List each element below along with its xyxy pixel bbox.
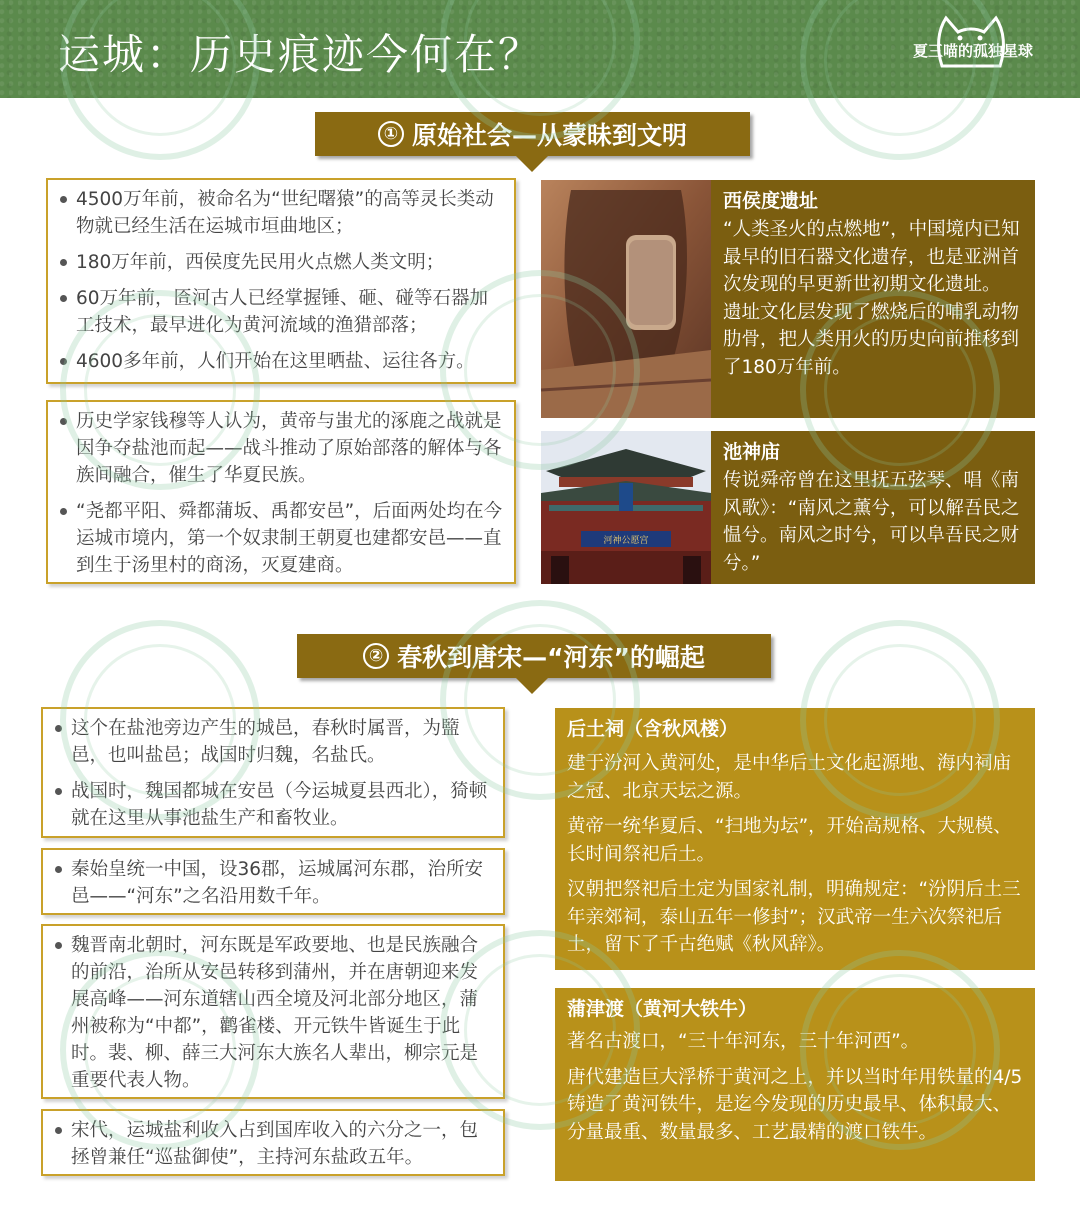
section2-box1: [41, 707, 505, 838]
xihoudu-site-text1: “人类圣火的点燃地”，中国境内已知最早的旧石器文化遗存，也是亚洲首次发现的早更新世初期文化遗址。: [723, 219, 1020, 295]
page-title: 运城：历史痕迹今何在？: [58, 30, 543, 79]
pujin-ferry-text2: 唐代建造巨大浮桥于黄河之上，并以当时年用铁量的4/5铸造了黄河铁牛，是迄今发现的历史最早、体积最大、分量最重、数量最多、工艺最精的渡口铁牛。: [567, 1066, 1023, 1143]
list-item: 魏晋南北朝时，河东既是军政要地、也是民族融合的前沿，治所从安邑转移到蒲州，并在唐朝迎来发展高峰——河东道辖山西全境及河北部分地区，蒲州被称为“中都”，鹳雀楼、开元铁牛皆诞生于此时。裴、柳、薛三大河东大族名人辈出，柳宗元是重要代表人物。: [53, 932, 493, 1094]
section2-banner: [297, 634, 771, 678]
header-bar: [0, 0, 1080, 98]
list-item: 秦始皇统一中国，设36郡，运城属河东郡，治所安邑——“河东”之名沿用数千年。: [53, 856, 493, 910]
houtu-temple-text1: 建于汾河入黄河处，是中华后土文化起源地、海内祠庙之冠、北京天坛之源。: [567, 753, 1012, 802]
list-item: 战国时，魏国都城在安邑（今运城夏县西北），猗顿就在这里从事池盐生产和畜牧业。: [53, 778, 493, 832]
houtu-temple-panel: [555, 708, 1035, 970]
chishen-temple-text: 传说舜帝曾在这里抚五弦琴、唱《南风歌》：“南风之薰兮，可以解吾民之愠兮。南风之时兮，可以阜吾民之财兮。”: [723, 470, 1020, 574]
section2-title: 春秋到唐宋—“河东”的崛起: [397, 643, 705, 672]
list-item: 4500万年前，被命名为“世纪曙猿”的高等灵长类动物就已经生活在运城市垣曲地区；: [58, 186, 504, 240]
temple-sign-text: 河神公愿宫: [603, 536, 649, 546]
list-item: “尧都平阳、舜都蒲坂、禹都安邑”，后面两处均在今运城市境内，第一个奴隶制王朝夏也建都安邑——直到生于汤里村的商汤，灭夏建商。: [58, 498, 504, 579]
pujin-ferry-text1: 著名古渡口，“三十年河东，三十年河西”。: [567, 1031, 920, 1052]
chishen-temple-panel: [711, 431, 1035, 584]
list-item: 180万年前，西侯度先民用火点燃人类文明；: [58, 249, 504, 276]
list-item: 历史学家钱穆等人认为，黄帝与蚩尤的涿鹿之战就是因争夺盐池而起——战斗推动了原始部落的解体与各族间融合，催生了华夏民族。: [58, 408, 504, 489]
section1-number: ①: [378, 121, 404, 147]
section2-box3: [41, 924, 505, 1099]
section1-banner: [315, 112, 750, 156]
houtu-temple-title: 后土祠（含秋风楼）: [567, 718, 739, 740]
section2-box4: [41, 1109, 505, 1176]
section1-box1: [46, 178, 516, 384]
list-item: 60万年前，匼河古人已经掌握锤、砸、碰等石器加工技术，最早进化为黄河流域的渔猎部落；: [58, 285, 504, 339]
chishen-temple-photo: [541, 431, 711, 584]
list-item: 宋代，运城盐利收入占到国库收入的六分之一，包拯曾兼任“巡盐御使”，主持河东盐政五年。: [53, 1117, 493, 1171]
chishen-temple-title: 池神庙: [723, 441, 781, 463]
pujin-ferry-panel: [555, 988, 1035, 1181]
xihoudu-site-photo: [541, 180, 711, 418]
section2-arrow: [516, 678, 548, 694]
list-item: 这个在盐池旁边产生的城邑，春秋时属晋，为盬邑，也叫盐邑；战国时归魏，名盐氏。: [53, 715, 493, 769]
brand-logo-text: 夏三喵的孤独星球: [912, 42, 1033, 60]
pujin-ferry-title: 蒲津渡（黄河大铁牛）: [567, 998, 758, 1020]
section1-title: 原始社会—从蒙昧到文明: [411, 121, 687, 150]
section1-arrow: [516, 156, 548, 172]
section2-number: ②: [363, 643, 389, 669]
xihoudu-site-text2: 遗址文化层发现了燃烧后的哺乳动物肋骨，把人类用火的历史向前推移到了180万年前。: [723, 301, 1020, 378]
xihoudu-site-panel: [711, 180, 1035, 418]
houtu-temple-text2: 黄帝一统华夏后、“扫地为坛”，开始高规格、大规模、长时间祭祀后土。: [567, 816, 1012, 865]
section1-box2: [46, 400, 516, 584]
houtu-temple-text3: 汉朝把祭祀后土定为国家礼制，明确规定：“汾阴后土三年亲郊祠，泰山五年一修封”；汉武帝一生六次祭祀后土，留下了千古绝赋《秋风辞》。: [567, 879, 1021, 955]
section2-box2: [41, 848, 505, 915]
list-item: 4600多年前，人们开始在这里晒盐、运往各方。: [58, 348, 504, 375]
xihoudu-site-title: 西侯度遗址: [723, 190, 819, 212]
